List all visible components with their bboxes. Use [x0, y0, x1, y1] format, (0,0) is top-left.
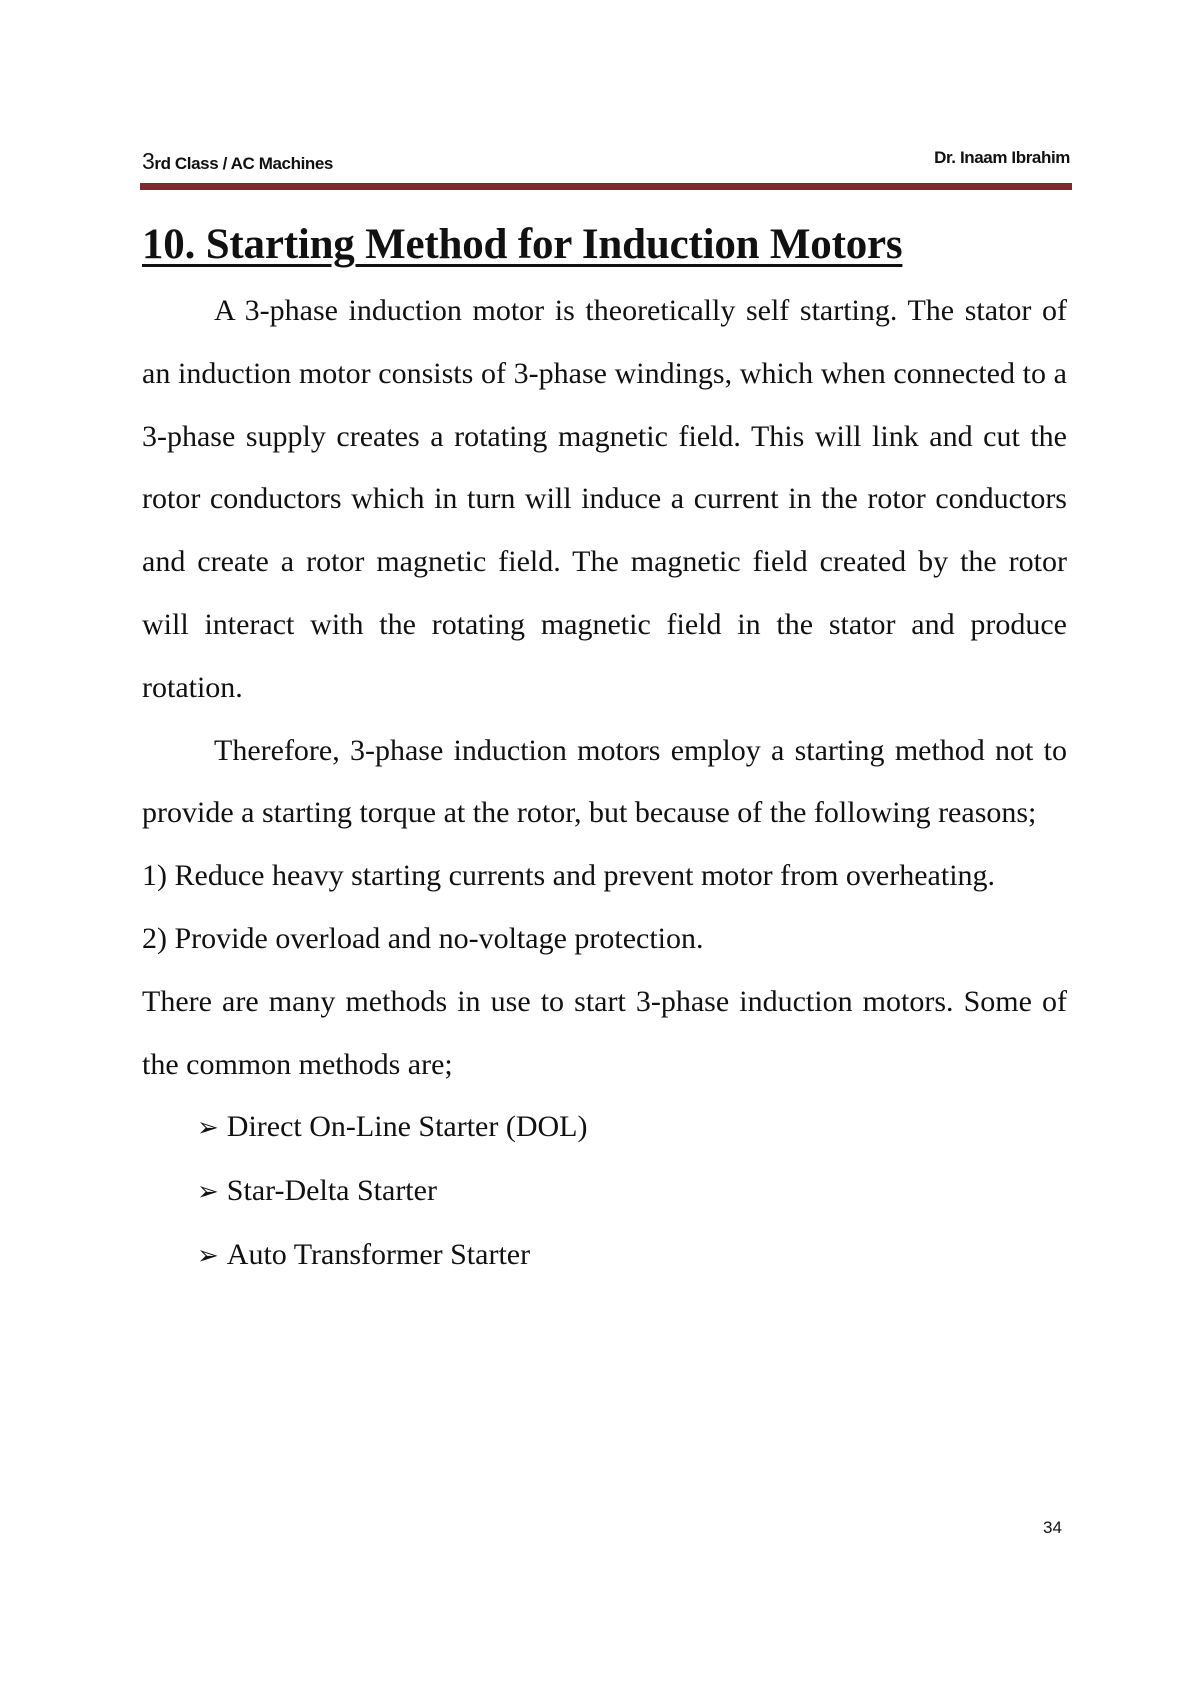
page-content [142, 210, 1067, 1288]
page-number: 34 [1043, 1518, 1062, 1537]
arrow-bullet-icon: ➢ [197, 1177, 219, 1208]
header-course [142, 148, 333, 175]
list-item [197, 1160, 1067, 1224]
list-item [197, 1096, 1067, 1160]
header-rule [140, 183, 1072, 190]
paragraph-methods: There are many methods in use to start 3-phase induction motors. Some of the common methods are; [142, 984, 1067, 1081]
reason-1: 1) Reduce heavy starting currents and prevent motor from overheating. [142, 859, 996, 893]
methods-list [142, 1096, 1067, 1287]
reason-2: 2) Provide overload and no-voltage protection. [142, 921, 704, 955]
header-author: Dr. Inaam Ibrahim [934, 148, 1070, 167]
section-title: 10. Starting Method for Induction Motors [142, 221, 903, 268]
method-label: Direct On-Line Starter (DOL) [226, 1110, 588, 1144]
arrow-bullet-icon: ➢ [197, 1113, 219, 1144]
header-course-name: Class / AC Machines [170, 154, 333, 173]
paragraph-reasons: Therefore, 3-phase induction motors employ a starting method not to provide a starting torque at the rotor, but because of the following reasons; [142, 733, 1067, 830]
list-item [197, 1224, 1067, 1288]
arrow-bullet-icon: ➢ [197, 1240, 219, 1271]
header-class-suffix: rd [154, 154, 171, 173]
page-header [142, 140, 1070, 180]
method-label: Auto Transformer Starter [226, 1237, 531, 1271]
method-label: Star-Delta Starter [226, 1174, 437, 1208]
header-class-number: 3 [142, 148, 155, 174]
paragraph-intro: A 3-phase induction motor is theoretically self starting. The stator of an induction motor consists of 3-phase windings, which when connected to a 3-phase supply creates a rotating magnetic field. This will link and cut the rotor conductors which in turn will induce a current in the rotor conductors and create a rotor magnetic field. The magnetic field created by the rotor will interact with the rotating magnetic field in the stator and produce rotation. [142, 294, 1067, 704]
